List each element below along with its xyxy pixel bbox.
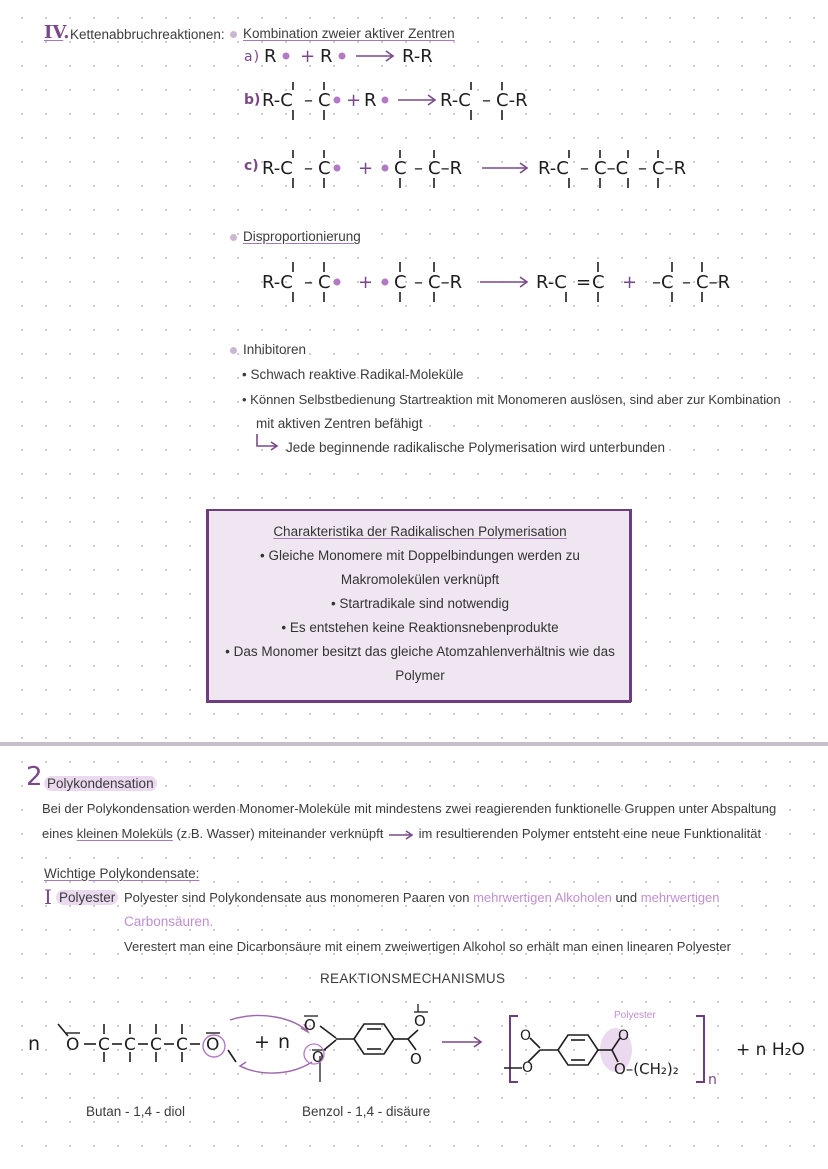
box-border-top <box>206 509 631 511</box>
svg-text:+: + <box>346 90 362 111</box>
box-line-5: • Das Monomer besitzt das gleiche Atomzahlenverhältnis wie das <box>225 644 615 659</box>
reaction-arrow-icon <box>440 1034 486 1050</box>
svg-text:–: – <box>304 158 313 179</box>
polyester-tag: Polyester <box>614 1010 656 1021</box>
eq-b-drawing <box>260 76 560 126</box>
svg-text:–: – <box>304 90 313 111</box>
polyester-label: Polyester <box>56 890 118 905</box>
svg-text:R-C: R-C <box>536 272 567 293</box>
polyester-structure <box>500 1010 730 1090</box>
svg-text:R: R <box>364 90 377 111</box>
bullet-icon <box>230 31 237 38</box>
disproportionierung-heading: Disproportionierung <box>230 229 361 244</box>
polyester-numeral: I <box>44 885 52 909</box>
wichtige-heading: Wichtige Polykondensate: <box>44 866 200 881</box>
svg-text:C: C <box>318 90 331 111</box>
eq-c-label: c) <box>244 158 259 174</box>
ch2-group: O–(CH₂)₂ <box>614 1060 679 1078</box>
svg-text:=: = <box>576 272 592 293</box>
svg-text:C–R: C–R <box>652 158 687 179</box>
bullet-icon <box>230 347 237 354</box>
svg-text:R: R <box>264 46 277 67</box>
section-number: 2 <box>26 762 43 792</box>
svg-text:–: – <box>682 272 691 293</box>
n-coefficient: n <box>28 1033 42 1055</box>
svg-text:C: C <box>98 1035 110 1055</box>
svg-text:C–R: C–R <box>428 158 463 179</box>
inhibitoren-item-2-line2: mit aktiven Zentren befähigt <box>256 416 423 431</box>
polyester-definition-cont: Carbonsäuren. <box>124 914 214 929</box>
svg-text:+: + <box>358 158 374 179</box>
section-2-title: Polykondensation <box>44 776 157 791</box>
section-title: Kettenabbruchreaktionen: <box>70 27 225 42</box>
box-border-right <box>629 509 632 702</box>
mechanism-title: REAKTIONSMECHANISMUS <box>320 971 506 986</box>
svg-text:O: O <box>312 1048 324 1066</box>
box-line-6: Polymer <box>395 668 445 683</box>
box-line-4: • Es entstehen keine Reaktionsnebenprodukte <box>281 620 559 635</box>
inhibitoren-item-2-line1: • Können Selbstbedienung Startreaktion mit Monomeren auslösen, sind aber zur Kombination <box>242 392 781 407</box>
characteristics-text <box>215 520 625 688</box>
disproportionierung-drawing <box>260 258 760 308</box>
svg-text:R-C: R-C <box>262 272 293 293</box>
svg-text:R: R <box>320 46 333 67</box>
intro-line-2: eines kleinen Moleküls (z.B. Wasser) miteinander verknüpft im resultierenden Polymer entsteht eine neue Funktionalität <box>42 826 762 841</box>
svg-text:O: O <box>618 1028 630 1044</box>
svg-text:O: O <box>206 1035 220 1055</box>
svg-text:C: C <box>124 1035 136 1055</box>
butan-label: Butan - 1,4 - diol <box>86 1104 186 1119</box>
svg-text:R-C: R-C <box>538 158 569 179</box>
inhibitoren-note: Jede beginnende radikalische Polymerisation wird unterbunden <box>286 440 665 455</box>
section-numeral: IV. <box>44 22 70 43</box>
svg-text:O: O <box>414 1012 426 1030</box>
svg-text:C–R: C–R <box>696 272 731 293</box>
svg-text:–: – <box>414 272 423 293</box>
svg-text:R-C: R-C <box>262 90 293 111</box>
svg-text:C: C <box>394 272 407 293</box>
svg-text:R-C: R-C <box>262 158 293 179</box>
kombination-heading: Kombination zweier aktiver Zentren <box>230 26 455 41</box>
svg-text:R-C: R-C <box>440 90 471 111</box>
section-divider <box>0 742 828 746</box>
box-title: Charakteristika der Radikalischen Polymerisation <box>273 524 567 539</box>
inhibitoren-item-1: • Schwach reaktive Radikal-Moleküle <box>242 367 464 382</box>
inhibitoren-heading: Inhibitoren <box>230 342 306 357</box>
water-product: + n H₂O <box>736 1040 805 1060</box>
svg-text:C–C: C–C <box>594 158 629 179</box>
box-border-bottom <box>206 700 631 703</box>
box-line-1: • Gleiche Monomere mit Doppelbindungen werden zu <box>260 548 580 563</box>
verestert-text: Verestert man eine Dicarbonsäure mit einem zweiwertigen Alkohol so erhält man einen linearen Polyester <box>124 939 731 954</box>
eq-c-drawing <box>260 144 720 194</box>
svg-text:C–R: C–R <box>428 272 463 293</box>
box-line-3: • Startradikale sind notwendig <box>330 596 510 611</box>
svg-text:+: + <box>300 46 316 67</box>
svg-text:O: O <box>520 1028 532 1044</box>
intro-line-1: Bei der Polykondensation werden Monomer-Moleküle mit mindestens zwei reagierenden funktionelle Gruppen unter Abspaltung <box>42 801 777 816</box>
svg-text:–: – <box>414 158 423 179</box>
svg-text:+: + <box>622 272 638 293</box>
box-border-left <box>206 510 209 702</box>
plus-n: + n <box>254 1031 292 1053</box>
svg-text:C: C <box>150 1035 162 1055</box>
polyester-definition: Polyester sind Polykondensate aus monomeren Paaren von mehrwertigen Alkoholen und mehrwertigen <box>124 890 720 905</box>
box-line-2: Makromolekülen verknüpft <box>340 572 500 587</box>
svg-text:–: – <box>304 272 313 293</box>
svg-text:O: O <box>66 1035 80 1055</box>
svg-text:–: – <box>580 158 589 179</box>
svg-text:C: C <box>394 158 407 179</box>
svg-text:C-R: C-R <box>496 90 528 111</box>
n-subscript: n <box>708 1072 717 1088</box>
svg-text:C: C <box>318 272 331 293</box>
svg-text:R-R: R-R <box>402 46 433 67</box>
eq-b-label: b) <box>244 92 261 108</box>
eq-a-drawing <box>260 42 460 70</box>
svg-text:C: C <box>176 1035 188 1055</box>
svg-text:C: C <box>592 272 605 293</box>
svg-text:O: O <box>522 1060 534 1076</box>
svg-text:O: O <box>304 1016 316 1034</box>
arrow-right-icon <box>387 829 415 841</box>
svg-text:+: + <box>358 272 374 293</box>
svg-text:O: O <box>410 1050 422 1068</box>
benzol-label: Benzol - 1,4 - disäure <box>302 1104 431 1119</box>
eq-a: a) <box>244 49 261 65</box>
svg-text:C: C <box>318 158 331 179</box>
svg-text:–: – <box>482 90 491 111</box>
svg-text:–C: –C <box>652 272 674 293</box>
return-arrow-icon <box>254 432 282 454</box>
benzol-disaeure-structure <box>300 1002 450 1092</box>
bullet-icon <box>230 234 237 241</box>
svg-text:–: – <box>638 158 647 179</box>
